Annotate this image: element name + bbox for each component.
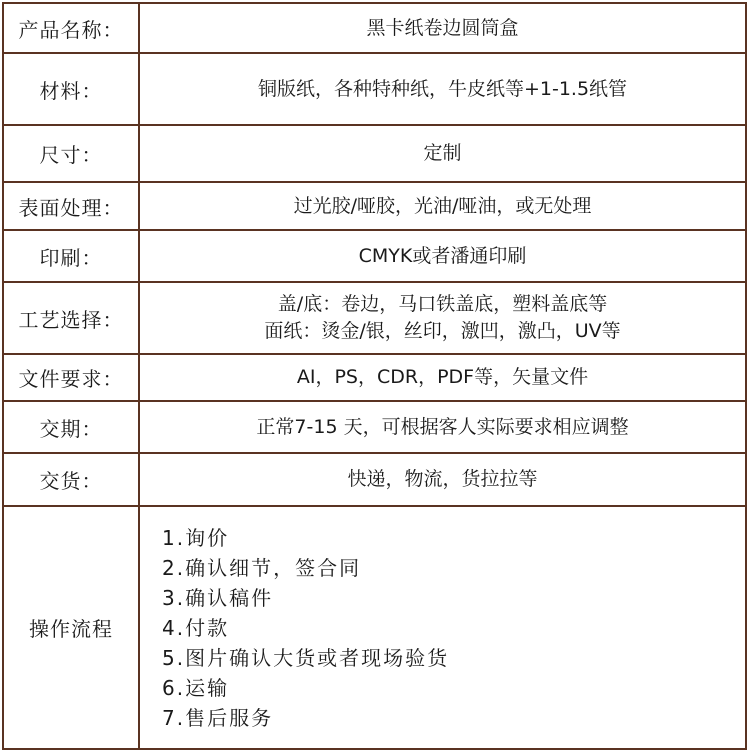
row-value [139,230,746,282]
value-line: 正常7-15 天，可根据客人实际要求相应调整 [256,415,629,438]
table-row [3,182,746,230]
row-label: 印刷： [3,230,139,282]
value-line: 面纸：烫金/银，丝印，激凹，激凸，UV等 [264,320,621,342]
value-line: CMYK或者潘通印刷 [358,244,527,267]
table-row [3,282,746,354]
process-step: 1.询价 [162,525,230,550]
table-row [3,401,746,453]
process-step: 3.确认稿件 [162,585,274,610]
value-line: 快递，物流，货拉拉等 [347,468,538,490]
product-spec-table [2,2,747,750]
value-line: 定制 [423,142,462,164]
row-value [139,354,746,401]
table-row [3,230,746,282]
table-row [3,125,746,182]
table-row [3,354,746,401]
row-value [139,453,746,506]
process-label: 操作流程 [3,506,139,749]
row-label: 产品名称： [3,3,139,53]
value-line: 铜版纸，各种特种纸，牛皮纸等+1-1.5纸管 [257,77,628,100]
process-step: 5.图片确认大货或者现场验货 [162,645,450,670]
process-row [3,506,746,749]
row-value [139,125,746,182]
row-label: 材料： [3,53,139,125]
row-value [139,282,746,354]
row-label: 尺寸： [3,125,139,182]
table-row [3,3,746,53]
process-steps [139,506,746,749]
value-line: 黑卡纸卷边圆筒盒 [366,16,519,39]
row-value [139,182,746,230]
row-label: 交期： [3,401,139,453]
row-value [139,53,746,125]
process-step: 7.售后服务 [162,705,274,730]
value-line: AI，PS，CDR，PDF等，矢量文件 [296,366,589,388]
row-value [139,3,746,53]
process-step: 4.付款 [162,615,230,640]
table-row [3,53,746,125]
value-line: 过光胶/哑胶，光油/哑油，或无处理 [293,194,592,217]
row-label: 表面处理： [3,182,139,230]
process-step-list [140,523,745,733]
row-value [139,401,746,453]
value-line: 盖/底：卷边，马口铁盖底，塑料盖底等 [277,293,608,315]
row-label: 交货： [3,453,139,506]
table-row [3,453,746,506]
row-label: 文件要求： [3,354,139,401]
process-step: 2.确认细节，签合同 [162,555,362,580]
row-label: 工艺选择： [3,282,139,354]
process-step: 6.运输 [162,675,230,700]
